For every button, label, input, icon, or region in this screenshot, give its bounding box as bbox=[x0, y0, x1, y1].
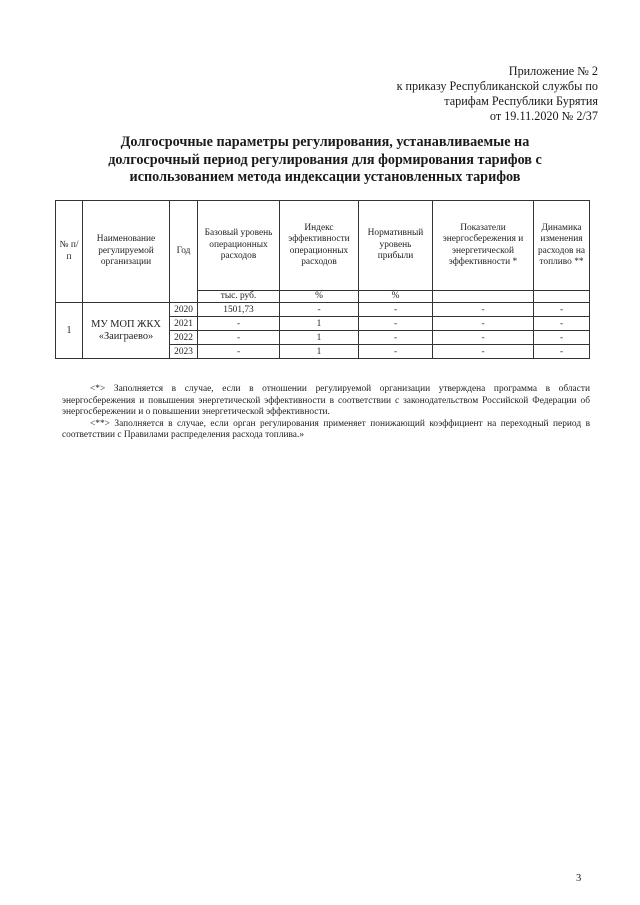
cell-base-expenses: 1501,73 bbox=[198, 303, 280, 317]
appendix-agency-line: тарифам Республики Бурятия bbox=[444, 94, 598, 108]
appendix-header bbox=[298, 64, 598, 124]
parameters-table-container bbox=[55, 200, 590, 359]
cell-energy-indicators: - bbox=[433, 345, 534, 359]
header-profit-level: Нормативный уровень прибыли bbox=[359, 201, 433, 291]
cell-energy-indicators: - bbox=[433, 303, 534, 317]
cell-profit-level: - bbox=[359, 345, 433, 359]
unit-fuel-dynamics bbox=[534, 291, 590, 303]
cell-base-expenses: - bbox=[198, 345, 280, 359]
cell-profit-level: - bbox=[359, 303, 433, 317]
cell-efficiency-index: 1 bbox=[280, 331, 359, 345]
cell-year: 2022 bbox=[170, 331, 198, 345]
header-organization: Наименование регулируемой организации bbox=[83, 201, 170, 303]
title-line-2: долгосрочный период регулирования для формирования тарифов с bbox=[108, 151, 542, 168]
header-base-expenses: Базовый уровень операционных расходов bbox=[198, 201, 280, 291]
header-energy-indicators: Показатели энергосбережения и энергетической эффективности * bbox=[433, 201, 534, 291]
table-header-row bbox=[56, 201, 590, 291]
appendix-date-line: от 19.11.2020 № 2/37 bbox=[489, 109, 598, 123]
header-fuel-dynamics: Динамика изменения расходов на топливо ** bbox=[534, 201, 590, 291]
cell-year: 2020 bbox=[170, 303, 198, 317]
title-line-1: Долгосрочные параметры регулирования, устанавливаемые на bbox=[120, 134, 530, 150]
cell-base-expenses: - bbox=[198, 331, 280, 345]
header-efficiency-index: Индекс эффективности операционных расходов bbox=[280, 201, 359, 291]
appendix-order-line: к приказу Республиканской службы по bbox=[396, 79, 598, 93]
cell-base-expenses: - bbox=[198, 317, 280, 331]
row-number: 1 bbox=[56, 303, 83, 359]
cell-profit-level: - bbox=[359, 331, 433, 345]
unit-efficiency-index: % bbox=[280, 291, 359, 303]
footnotes bbox=[62, 384, 590, 442]
organization-name: МУ МОП ЖКХ «Заиграево» bbox=[83, 303, 170, 359]
cell-fuel-dynamics: - bbox=[534, 317, 590, 331]
header-num: № п/п bbox=[56, 201, 83, 303]
cell-energy-indicators: - bbox=[433, 317, 534, 331]
header-year: Год bbox=[170, 201, 198, 303]
table-row bbox=[56, 303, 590, 317]
document-title bbox=[70, 134, 580, 187]
cell-year: 2021 bbox=[170, 317, 198, 331]
footnote-energy: <*> Заполняется в случае, если в отношении регулируемой организации утверждена программа в области энергосбережения и повышения энергетической эффективности в соответствии с законодательством Российской Федерации об энергосбережении и о повышении энергетической эффективности. bbox=[62, 384, 590, 418]
cell-efficiency-index: 1 bbox=[280, 345, 359, 359]
cell-efficiency-index: - bbox=[280, 303, 359, 317]
page-number: 3 bbox=[576, 873, 582, 884]
cell-year: 2023 bbox=[170, 345, 198, 359]
cell-profit-level: - bbox=[359, 317, 433, 331]
title-line-3: использованием метода индексации установленных тарифов bbox=[129, 169, 521, 185]
cell-fuel-dynamics: - bbox=[534, 345, 590, 359]
parameters-table bbox=[55, 200, 590, 359]
unit-energy-indicators bbox=[433, 291, 534, 303]
appendix-number: Приложение № 2 bbox=[508, 64, 598, 78]
cell-energy-indicators: - bbox=[433, 331, 534, 345]
cell-efficiency-index: 1 bbox=[280, 317, 359, 331]
cell-fuel-dynamics: - bbox=[534, 331, 590, 345]
cell-fuel-dynamics: - bbox=[534, 303, 590, 317]
unit-profit-level: % bbox=[359, 291, 433, 303]
footnote-fuel: <**> Заполняется в случае, если орган регулирования применяет понижающий коэффициент на переходный период в соответствии с Правилами распределения расхода топлива.» bbox=[62, 418, 590, 441]
unit-base-expenses: тыс. руб. bbox=[198, 291, 280, 303]
